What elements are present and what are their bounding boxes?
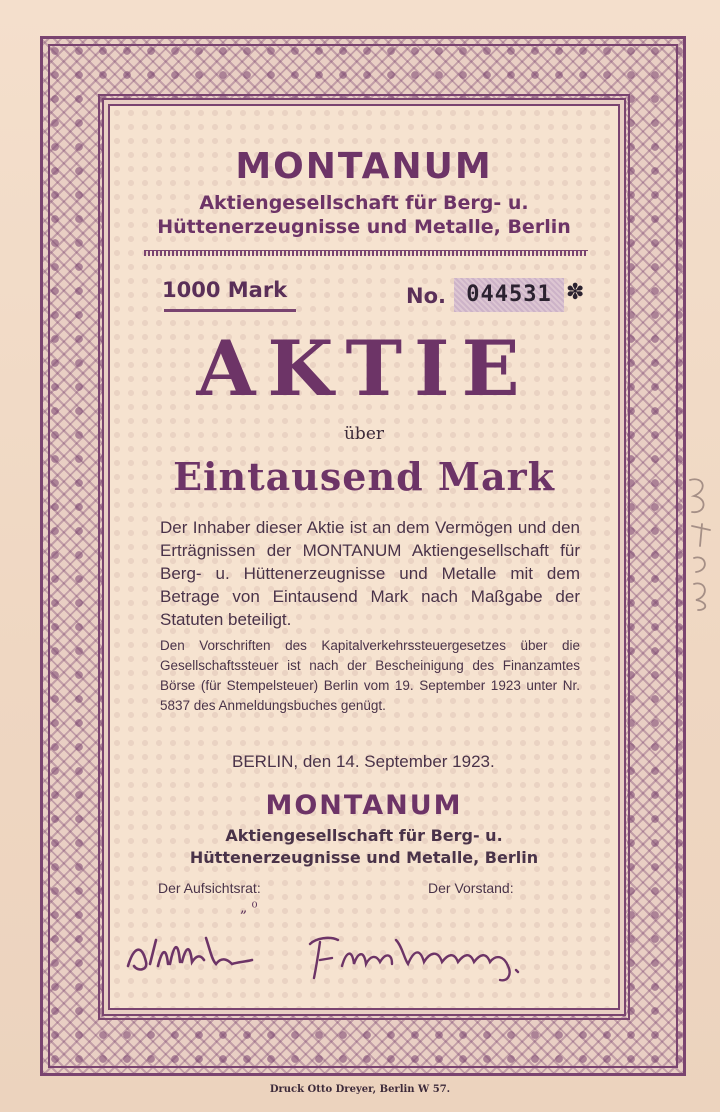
place-and-date: BERLIN, den 14. September 1923. [232, 752, 495, 771]
nominal-value: 1000 Mark [162, 278, 288, 302]
company-line-2: Hüttenerzeugnisse und Metalle, Berlin [157, 216, 571, 238]
entitlement-paragraph: Der Inhaber dieser Aktie ist an dem Vermögen und den Erträgnissen der MONTANUM Aktiengesellschaft für Berg- u. Hüttenerzeugnisse und Metalle mit dem Betrage von Eintausend Mark nach Maßgabe der Statuten beteiligt. [160, 518, 580, 629]
amount-in-words: Eintausend Mark [173, 454, 555, 499]
tax-paragraph: Den Vorschriften des Kapitalverkehrssteuergesetzes über die Gesellschaftssteuer ist nach der Bescheinigung des Finanzamtes Börse (für Stempelsteuer) Berlin vom 19. September 1923 unter Nr. 5837 des Anmeldungsbuches genügt. [160, 638, 580, 713]
pencil-annotation [680, 474, 720, 614]
ueber-label: über [343, 424, 385, 444]
signature-mark: „ ⁰ [240, 900, 258, 916]
signatures [120, 916, 610, 996]
board-signature [310, 938, 518, 980]
number-star-icon: ✽ [566, 280, 585, 305]
issuer-name: MONTANUM [265, 790, 463, 821]
issuer-line-2: Hüttenerzeugnisse und Metalle, Berlin [189, 848, 539, 867]
header-rule [144, 250, 588, 256]
certificate-number: 044531 [454, 278, 564, 312]
company-line-1: Aktiengesellschaft für Berg- u. [199, 192, 529, 214]
nominal-value-underline [164, 309, 296, 312]
company-name: MONTANUM [235, 146, 493, 187]
printer-imprint: Druck Otto Dreyer, Berlin W 57. [269, 1084, 451, 1095]
board-label: Der Vorstand: [428, 880, 514, 896]
supervisory-board-label: Der Aufsichtsrat: [158, 880, 261, 896]
supervisory-signature [128, 938, 252, 969]
document-title: AKTIE [196, 324, 532, 413]
certificate-panel [108, 104, 620, 1010]
issuer-line-1: Aktiengesellschaft für Berg- u. [225, 826, 503, 845]
number-label: No. [406, 284, 446, 308]
